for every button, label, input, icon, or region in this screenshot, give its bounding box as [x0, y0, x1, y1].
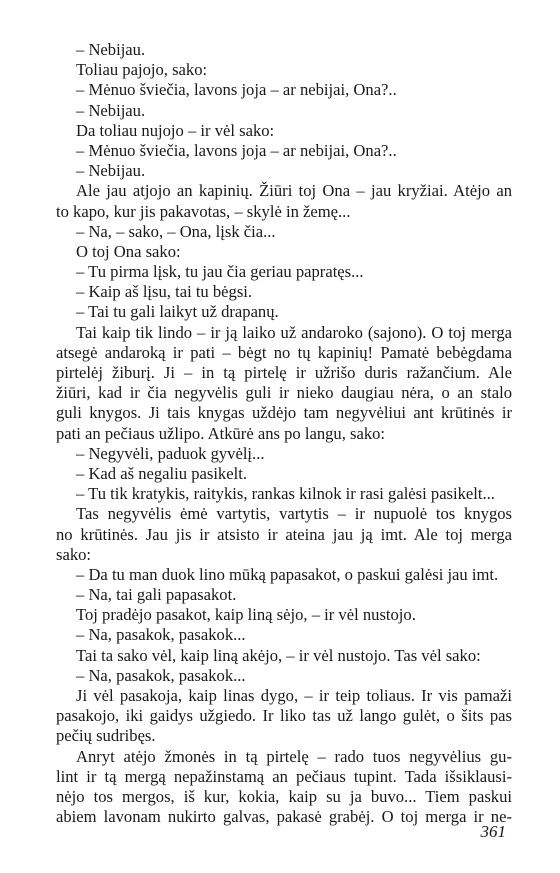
text-line: pečių sudribęs. [56, 726, 156, 746]
text-line: – Nebijau. [76, 40, 146, 59]
text-line: Tas negyvėlis ėmė vartytis, vartytis – ir nupuolė tos knygos [76, 504, 512, 524]
text-line: Tai ta sako vėl, kaip liną akėjo, – ir vėl nustojo. Tas vėl sako: [76, 645, 481, 665]
text-line: Tai kaip tik lindo – ir ją laiko už andaroko (sajono). O toj merga [76, 322, 512, 342]
text-line: žiūri, kad ir čia negyvėlis guli ir nieko daugiau nėra, o an stalo [56, 383, 512, 403]
body-text [56, 40, 512, 827]
text-line: abiem lavonam nukirto galvas, pakasė grabėj. O toj merga ir ne- [56, 807, 512, 827]
text-line: – Tai tu gali laikyt už drapanų. [76, 302, 279, 322]
text-line: – Nebijau. [76, 161, 146, 181]
page-number: 361 [480, 822, 506, 841]
text-line: pasakojo, iki gaidys užgiedo. Ir liko tas už lango gulėt, o šits pas [56, 706, 512, 726]
text-line: nėjo tos mergos, iš kur, kokia, kaip su ja buvo... Tiem paskui [56, 786, 512, 806]
text-line: Toliau pajojo, sako: [76, 60, 208, 80]
text-line: – Kaip aš lįsu, tai tu bėgsi. [76, 282, 253, 302]
text-line: – Negyvėli, paduok gyvėlį... [76, 443, 265, 463]
text-line: Ale jau atjojo an kapinių. Žiūri toj Ona – jau kryžiai. Atėjo an [76, 181, 512, 201]
text-line: – Da tu man duok lino mūką papasakot, o paskui galėsi jau imt. [76, 564, 499, 584]
text-line: – Nebijau. [76, 100, 146, 120]
text-line: – Na, – sako, – Ona, lįsk čia... [76, 221, 276, 241]
text-line: – Tu pirma lįsk, tu jau čia geriau papratęs... [76, 262, 364, 282]
text-line: no krūtinės. Jau jis ir atsisto ir ateina jau ją imt. Ale toj merga [56, 524, 512, 544]
text-line: atsegė andaroką ir pati – bėgt no tų kapinių! Pamatė bebėgdama [56, 342, 512, 362]
text-line: – Mėnuo šviečia, lavons joja – ar nebijai, Ona?.. [76, 140, 397, 160]
text-line: – Na, pasakok, pasakok... [76, 665, 246, 685]
text-line: sako: [56, 544, 92, 564]
text-line: Ji vėl pasakoja, kaip linas dygo, – ir teip toliaus. Ir vis pamaži [76, 686, 512, 705]
text-line: – Kad aš negaliu pasikelt. [76, 463, 247, 483]
text-line: – Na, tai gali papasakot. [76, 585, 237, 605]
text-line: guli knygos. Ji tais knygas uždėjo tam negyvėliui ant krūtinės ir [56, 403, 512, 423]
text-line: Toj pradėjo pasakot, kaip liną sėjo, – ir vėl nustojo. [76, 605, 416, 625]
text-line: lint ir tą mergą nepažinstamą an pečiaus tupint. Tada išsiklausi- [56, 766, 512, 786]
text-line: – Mėnuo šviečia, lavons joja – ar nebijai, Ona?.. [76, 80, 397, 100]
text-line: Da toliau nujojo – ir vėl sako: [76, 120, 275, 140]
text-line: O toj Ona sako: [76, 241, 181, 261]
text-line: – Tu tik kratykis, raitykis, rankas kilnok ir rasi galėsi pasikelt... [76, 484, 495, 504]
text-line: pirtelėj žiburį. Ji – in tą pirtelę ir užrišo duris ražančium. Ale [56, 363, 512, 382]
text-line: – Na, pasakok, pasakok... [76, 625, 246, 645]
text-line: to kapo, kur jis pakavotas, – skylė in žemę... [56, 201, 351, 221]
text-line: Anryt atėjo žmonės in tą pirtelę – rado tuos negyvėlius gu- [76, 746, 512, 766]
text-line: pati an pečiaus užlipo. Atkūrė ans po langu, sako: [56, 423, 386, 443]
